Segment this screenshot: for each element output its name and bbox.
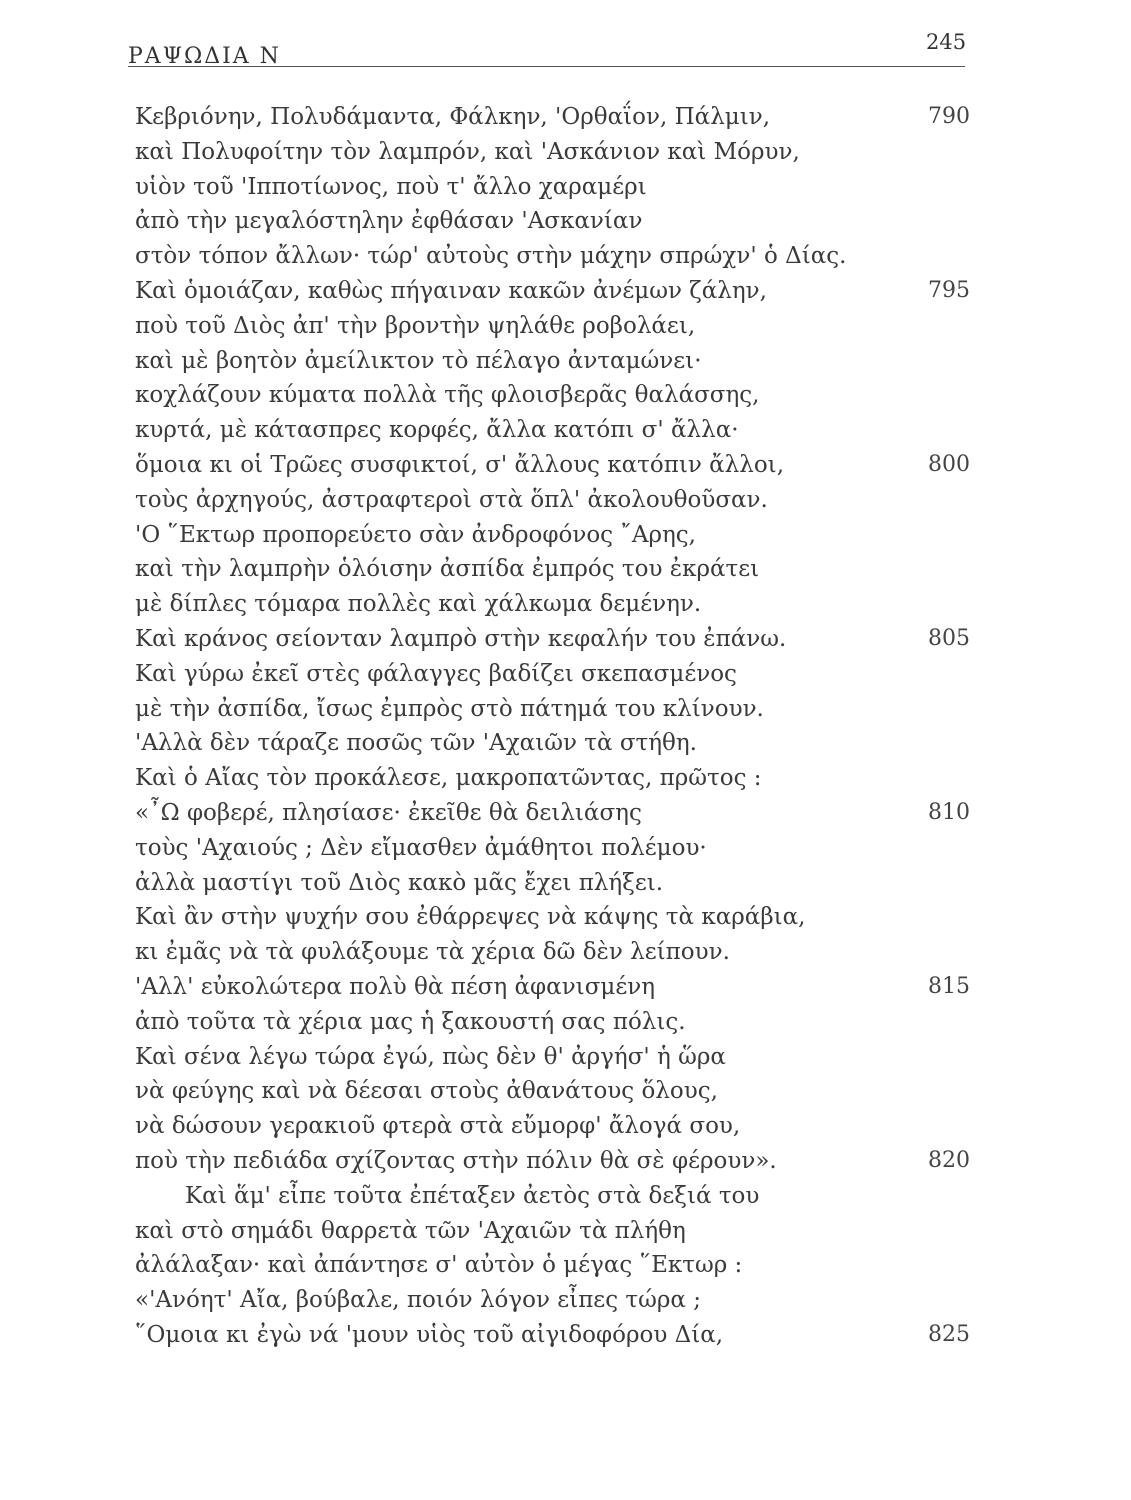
- verse-text: Καὶ σένα λέγω τώρα ἐγώ, πὼς δὲν θ' ἀργήσ' ἡ ὥρα: [135, 1043, 726, 1070]
- verse-text: Καὶ γύρω ἐκεῖ στὲς φάλαγγες βαδίζει σκεπασμένος: [135, 660, 737, 687]
- verse-text: 'Αλλὰ δὲν τάραζε ποσῶς τῶν 'Αχαιῶν τὰ στήθη.: [135, 730, 697, 757]
- verse-line: [135, 1005, 1005, 1040]
- verse-text: νὰ φεύγης καὶ νὰ δέεσαι στοὺς ἀθανάτους ὅλους,: [135, 1078, 718, 1105]
- verse-text: Καὶ ὁμοιάζαν, καθὼς πήγαιναν κακῶν ἀνέμων ζάλην,: [135, 277, 767, 304]
- verse-text: ἀλάλαξαν· καὶ ἀπάντησε σ' αὐτὸν ὁ μέγας ῞Εκτωρ :: [135, 1252, 743, 1279]
- verse-line: [135, 1318, 1005, 1353]
- line-number: 815: [928, 973, 970, 999]
- verse-text: μὲ δίπλες τόμαρα πολλὲς καὶ χάλκωμα δεμένην.: [135, 591, 702, 618]
- verse-text: κι ἐμᾶς νὰ τὰ φυλάξουμε τὰ χέρια δῶ δὲν λείπουν.: [135, 939, 730, 966]
- verse-line: [135, 692, 1005, 727]
- verse-line: [135, 1248, 1005, 1283]
- line-number: 805: [928, 625, 970, 651]
- verse-text: καὶ μὲ βοητὸν ἀμείλικτον τὸ πέλαγο ἀνταμώνει·: [135, 347, 702, 374]
- verse-line: [135, 100, 1005, 135]
- verse-line: [135, 1179, 1005, 1214]
- verse-line: [135, 761, 1005, 796]
- verse-text: μὲ τὴν ἀσπίδα, ἴσως ἐμπρὸς στὸ πάτημά του κλίνουν.: [135, 695, 764, 722]
- verse-line: [135, 1144, 1005, 1179]
- verse-text: ἀπὸ τοῦτα τὰ χέρια μας ἡ ξακουστή σας πόλις.: [135, 1008, 686, 1035]
- verse-text: τοὺς 'Αχαιούς ; Δὲν εἴμασθεν ἀμάθητοι πολέμου·: [135, 834, 707, 861]
- page-number: 245: [926, 30, 967, 54]
- verse-text: καὶ Πολυφοίτην τὸν λαμπρόν, καὶ 'Ασκάνιον καὶ Μόρυν,: [135, 138, 800, 165]
- verse-line: [135, 1283, 1005, 1318]
- line-number: 790: [928, 104, 970, 129]
- verse-text: ὅμοια κι οἱ Τρῶες συσφικτοί, σ' ἄλλους κατόπιν ἄλλοι,: [135, 451, 785, 478]
- verse-text: Καὶ ὁ Αἴας τὸν προκάλεσε, μακροπατῶντας, πρῶτος :: [135, 765, 762, 792]
- verse-text: «'Ανόητ' Αἴα, βούβαλε, ποιόν λόγον εἶπες τώρα ;: [135, 1287, 702, 1314]
- line-number: 810: [928, 799, 970, 825]
- line-number: 825: [928, 1321, 970, 1347]
- line-number: 820: [928, 1147, 970, 1173]
- verse-text: ἀπὸ τὴν μεγαλόστηλην ἐφθάσαν 'Ασκανίαν: [135, 208, 643, 235]
- verse-text: Κεβριόνην, Πολυδάμαντα, Φάλκην, 'Ορθαΐον, Πάλμιν,: [135, 104, 771, 130]
- verse-line: [135, 622, 1005, 657]
- verse-block: [135, 100, 1005, 1353]
- verse-text: ποὺ τὴν πεδιάδα σχίζοντας στὴν πόλιν θὰ σὲ φέρουν».: [135, 1147, 777, 1174]
- verse-line: [135, 204, 1005, 239]
- verse-text: 'Ο ῞Εκτωρ προπορεύετο σὰν ἀνδροφόνος ῎Αρης,: [135, 521, 696, 548]
- verse-text: «῏Ω φοβερέ, πλησίασε· ἐκεῖθε θὰ δειλιάσης: [135, 799, 642, 826]
- verse-text: τοὺς ἀρχηγούς, ἀστραφτεροὶ στὰ ὅπλ' ἀκολουθοῦσαν.: [135, 486, 768, 513]
- verse-line: [135, 483, 1005, 518]
- verse-line: [135, 274, 1005, 309]
- verse-line: [135, 518, 1005, 553]
- verse-text: Καὶ ἅμ' εἶπε τοῦτα ἐπέταξεν ἀετὸς στὰ δεξιά του: [185, 1182, 760, 1209]
- verse-line: [135, 239, 1005, 274]
- verse-line: [135, 344, 1005, 379]
- verse-text: 'Αλλ' εὐκολώτερα πολὺ θὰ πέση ἀφανισμένη: [135, 973, 656, 1000]
- verse-line: [135, 170, 1005, 205]
- verse-text: νὰ δώσουν γερακιοῦ φτερὰ στὰ εὔμορφ' ἄλογά σου,: [135, 1113, 741, 1140]
- verse-text: στὸν τόπον ἄλλων· τώρ' αὐτοὺς στὴν μάχην σπρώχν' ὁ Δίας.: [135, 243, 847, 270]
- verse-line: [135, 726, 1005, 761]
- verse-line: [135, 935, 1005, 970]
- verse-line: [135, 1214, 1005, 1249]
- verse-line: [135, 552, 1005, 587]
- verse-text: Καὶ ἂν στὴν ψυχήν σου ἐθάρρεψες νὰ κάψης τὰ καράβια,: [135, 904, 806, 931]
- line-number: 800: [928, 451, 970, 477]
- verse-text: ποὺ τοῦ Διὸς ἀπ' τὴν βροντὴν ψηλάθε ροβολάει,: [135, 312, 696, 339]
- verse-text: καὶ στὸ σημάδι θαρρετὰ τῶν 'Αχαιῶν τὰ πλήθη: [135, 1217, 686, 1244]
- running-title: ΡΑΨΩΔΙΑ Ν: [128, 44, 281, 69]
- verse-text: ἀλλὰ μαστίγι τοῦ Διὸς κακὸ μᾶς ἔχει πλήξει.: [135, 869, 664, 896]
- verse-line: [135, 970, 1005, 1005]
- verse-line: [135, 866, 1005, 901]
- verse-line: [135, 1074, 1005, 1109]
- verse-text: καὶ τὴν λαμπρὴν ὁλόισην ἀσπίδα ἐμπρός του ἐκράτει: [135, 556, 760, 583]
- verse-text: υἱὸν τοῦ 'Ιπποτίωνος, ποὺ τ' ἄλλο χαραμέρι: [135, 173, 647, 200]
- line-number: 795: [928, 277, 970, 303]
- verse-line: [135, 796, 1005, 831]
- verse-line: [135, 448, 1005, 483]
- verse-line: [135, 309, 1005, 344]
- verse-line: [135, 1040, 1005, 1075]
- verse-text: Καὶ κράνος σείονταν λαμπρὸ στὴν κεφαλήν του ἐπάνω.: [135, 625, 787, 652]
- verse-line: [135, 900, 1005, 935]
- header-rule: [128, 66, 965, 67]
- verse-line: [135, 378, 1005, 413]
- verse-line: [135, 1109, 1005, 1144]
- verse-line: [135, 831, 1005, 866]
- verse-line: [135, 413, 1005, 448]
- verse-text: κυρτά, μὲ κάτασπρες κορφές, ἄλλα κατόπι σ' ἄλλα·: [135, 417, 739, 444]
- verse-text: ῞Ομοια κι ἐγὼ νά 'μουν υἱὸς τοῦ αἰγιδοφόρου Δία,: [135, 1321, 724, 1348]
- verse-line: [135, 587, 1005, 622]
- verse-text: κοχλάζουν κύματα πολλὰ τῆς φλοισβερᾶς θαλάσσης,: [135, 382, 760, 409]
- verse-line: [135, 135, 1005, 170]
- verse-line: [135, 657, 1005, 692]
